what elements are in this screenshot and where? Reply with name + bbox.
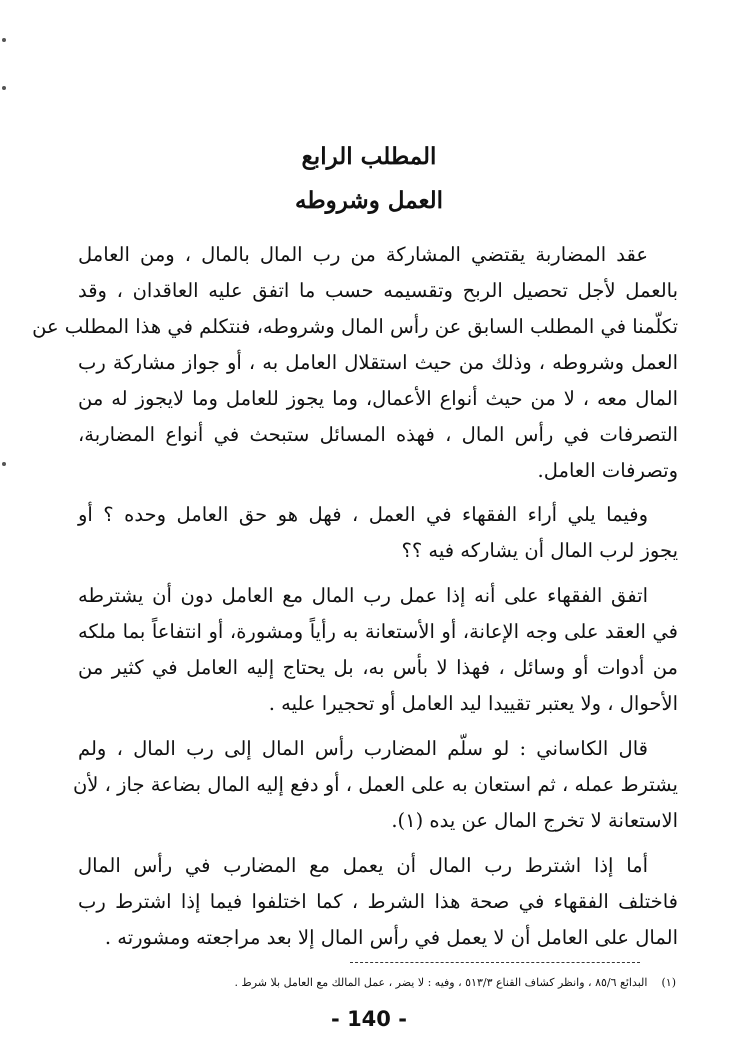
footnote-divider [350, 962, 640, 963]
paragraph-line: يشترط عمله ، ثم استعان به على العمل ، أو دفع إليه المال بضاعة جاز ، لأن [72, 773, 678, 796]
paragraph-line: وتصرفات العامل. [537, 459, 678, 482]
section-heading: المطلب الرابع [301, 143, 437, 170]
margin-mark [2, 462, 6, 466]
paragraph-line: بالعمل لأجل تحصيل الربح وتقسيمه حسب ما اتفق عليه العاقدان ، وقد [78, 279, 678, 302]
paragraph-line: تكلّمنا في المطلب السابق عن رأس المال وشروطه، فنتكلم في هذا المطلب عن [32, 315, 678, 338]
margin-mark [2, 86, 6, 90]
paragraph-line: الاستعانة لا تخرج المال عن يده (١). [391, 809, 678, 832]
paragraph-line: اتفق الفقهاء على أنه إذا عمل رب المال مع العامل دون أن يشترطه [78, 584, 648, 607]
footnote [110, 974, 676, 992]
paragraph-line: الأحوال ، ولا يعتبر تقييدا ليد العامل أو تحجيرا عليه . [268, 692, 678, 715]
paragraph-line: عقد المضاربة يقتضي المشاركة من رب المال بالمال ، ومن العامل [78, 243, 648, 266]
paragraph-line: المال معه ، لا من حيث أنواع الأعمال، وما يجوز للعامل وما لايجوز له من [78, 387, 678, 410]
paragraph-line: المال على العامل أن لا يعمل في رأس المال إلا بعد مراجعته ومشورته . [104, 926, 678, 949]
footnote-text: البدائع ٨٥/٦ ، وانظر كشاف القناع ٥١٣/٣ ، وفيه : لا يضر ، عمل المالك مع العامل بلا شرط . [234, 976, 648, 989]
paragraph-line: أما إذا اشترط رب المال أن يعمل مع المضارب في رأس المال [78, 854, 648, 877]
footnote-number: (١) [661, 976, 676, 989]
paragraph-line: من أدوات أو وسائل ، فهذا لا بأس به، بل يحتاج إليه العامل في كثير من [78, 656, 678, 679]
margin-mark [2, 38, 6, 42]
paragraph-line: يجوز لرب المال أن يشاركه فيه ؟؟ [401, 539, 678, 562]
section-subtitle: العمل وشروطه [294, 187, 444, 214]
paragraph-line: فاختلف الفقهاء في صحة هذا الشرط ، كما اختلفوا فيما إذا اشترط رب [78, 890, 678, 913]
paragraph-line: التصرفات في رأس المال ، فهذه المسائل ستبحث في أنواع المضاربة، [78, 423, 678, 446]
paragraph-line: في العقد على وجه الإعانة، أو الأستعانة به رأياً ومشورة، أو انتفاعاً بما ملكه [78, 620, 678, 643]
page-number: - 140 - [331, 1007, 407, 1031]
paragraph-line: قال الكاساني : لو سلّم المضارب رأس المال إلى رب المال ، ولم [78, 737, 648, 760]
paragraph-line: وفيما يلي أراء الفقهاء في العمل ، فهل هو حق العامل وحده ؟ أو [78, 503, 648, 526]
paragraph-line: العمل وشروطه ، وذلك من حيث استقلال العامل به ، أو جواز مشاركة رب [78, 351, 678, 374]
